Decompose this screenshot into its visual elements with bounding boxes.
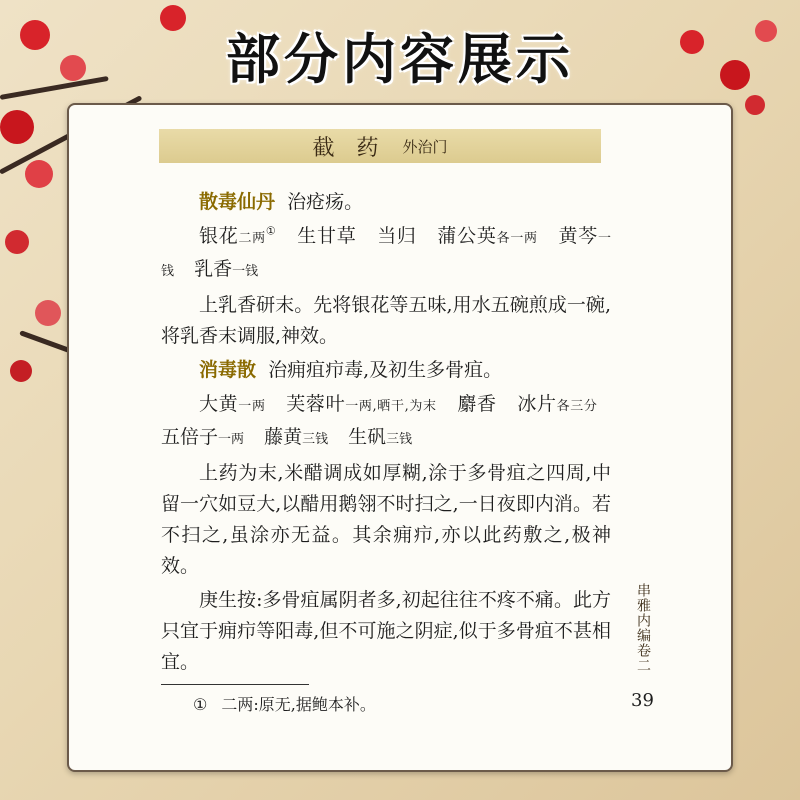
footnote-divider bbox=[161, 684, 309, 685]
prescription-indication: 治痈疽疖毒,及初生多骨疽。 bbox=[268, 359, 503, 381]
ingredient: 五倍子一两 bbox=[161, 426, 245, 448]
footnote-text: 二两:原无,据鲍本补。 bbox=[221, 695, 376, 714]
book-page bbox=[67, 103, 733, 772]
banner-title: 部分内容展示 bbox=[226, 27, 574, 91]
footnote bbox=[193, 692, 376, 715]
banner bbox=[0, 10, 800, 100]
ingredient: 藤黄三钱 bbox=[264, 426, 329, 448]
ingredient: 银花二两① bbox=[199, 224, 277, 247]
ingredient-list bbox=[161, 221, 611, 287]
preparation-method: 上药为末,米醋调成如厚糊,涂于多骨疽之四周,中留一穴如豆大,以醋用鹅翎不时扫之,一日夜即内消。若不扫之,虽涂亦无益。其余痈疖,亦以此药敷之,极神效。 bbox=[161, 462, 611, 577]
prescription-heading bbox=[161, 355, 611, 386]
ingredient-list bbox=[161, 389, 611, 455]
prescription-heading bbox=[161, 187, 611, 218]
ingredient: 冰片各三分 bbox=[517, 393, 597, 415]
footnote-ref: ① bbox=[265, 224, 277, 238]
chapter-header bbox=[159, 129, 601, 163]
page-number: 39 bbox=[631, 690, 654, 711]
ingredient: 黄芩一钱 bbox=[161, 225, 611, 279]
commentary: 庚生按:多骨疽属阴者多,初起往往不疼不痛。此方只宜于痈疖等阳毒,但不可施之阴症,似于多骨疽不甚相宜。 bbox=[161, 589, 611, 673]
ingredient: 芙蓉叶一两,晒干,为末 bbox=[286, 393, 437, 415]
book-volume-label: 串雅内编卷二 bbox=[635, 583, 651, 673]
chapter-subtitle: 外治门 bbox=[402, 137, 448, 156]
ingredient: 生矾三钱 bbox=[348, 426, 413, 448]
footnote-mark: ① bbox=[193, 695, 208, 714]
prescription-name: 消毒散 bbox=[199, 359, 257, 381]
preparation-method: 上乳香研末。先将银花等五味,用水五碗煎成一碗,将乳香末调服,神效。 bbox=[161, 294, 611, 347]
ingredient: 生甘草 bbox=[297, 225, 357, 247]
ingredient: 当归 bbox=[377, 225, 417, 247]
chapter-title: 截药 bbox=[312, 135, 401, 161]
prescription-indication: 治疮疡。 bbox=[287, 191, 364, 213]
ingredient: 麝香 bbox=[457, 393, 497, 415]
prescription-name: 散毒仙丹 bbox=[199, 191, 276, 213]
ingredient: 蒲公英各一两 bbox=[437, 225, 538, 247]
ingredient: 乳香一钱 bbox=[194, 258, 259, 280]
ingredient: 大黄一两 bbox=[199, 393, 266, 415]
page-content bbox=[161, 187, 611, 681]
